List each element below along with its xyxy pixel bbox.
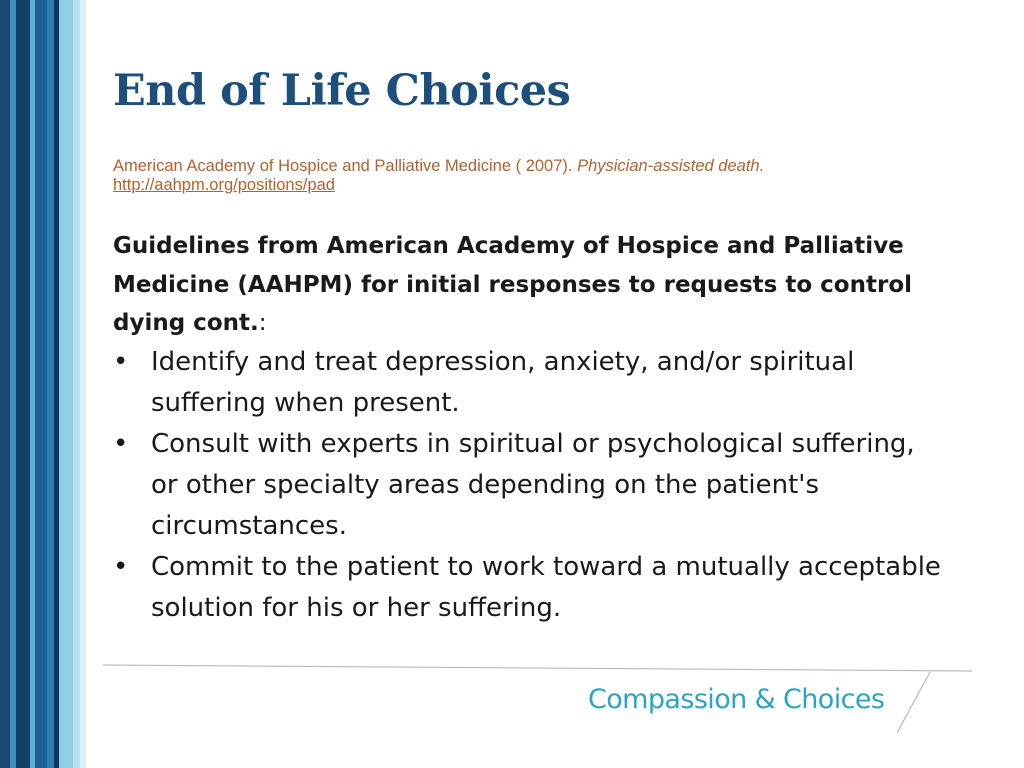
citation-work-title: Physician-assisted death.	[577, 157, 765, 175]
list-item-text: Identify and treat depression, anxiety, and/or spiritual suffering when present.	[151, 347, 855, 418]
guidelines-intro	[113, 227, 943, 343]
list-item	[113, 342, 943, 424]
bullet-icon: •	[113, 552, 129, 582]
list-item	[113, 424, 943, 547]
footer-brand-logo: Compassion & Choices	[588, 684, 885, 715]
list-item	[113, 547, 943, 629]
list-item-text: Consult with experts in spiritual or psychological suffering, or other specialty areas depending on the patient's circumstances.	[151, 429, 915, 541]
citation-author-year: American Academy of Hospice and Palliative Medicine ( 2007).	[113, 157, 573, 175]
footer-divider-slash	[897, 672, 930, 733]
decorative-side-stripes	[0, 0, 86, 768]
guidelines-list	[113, 342, 943, 629]
citation	[113, 157, 764, 195]
guidelines-heading: Guidelines from American Academy of Hospice and Palliative Medicine (AAHPM) for initial responses to requests to control dying cont.	[113, 233, 913, 336]
guidelines-heading-colon: :	[258, 310, 267, 336]
slide-title: End of Life Choices	[113, 66, 571, 116]
footer-divider-line	[103, 665, 972, 671]
citation-link[interactable]: http://aahpm.org/positions/pad	[113, 176, 335, 194]
bullet-icon: •	[113, 347, 129, 377]
list-item-text: Commit to the patient to work toward a mutually acceptable solution for his or her suffering.	[151, 552, 941, 623]
citation-line	[113, 157, 764, 176]
bullet-icon: •	[113, 429, 129, 459]
